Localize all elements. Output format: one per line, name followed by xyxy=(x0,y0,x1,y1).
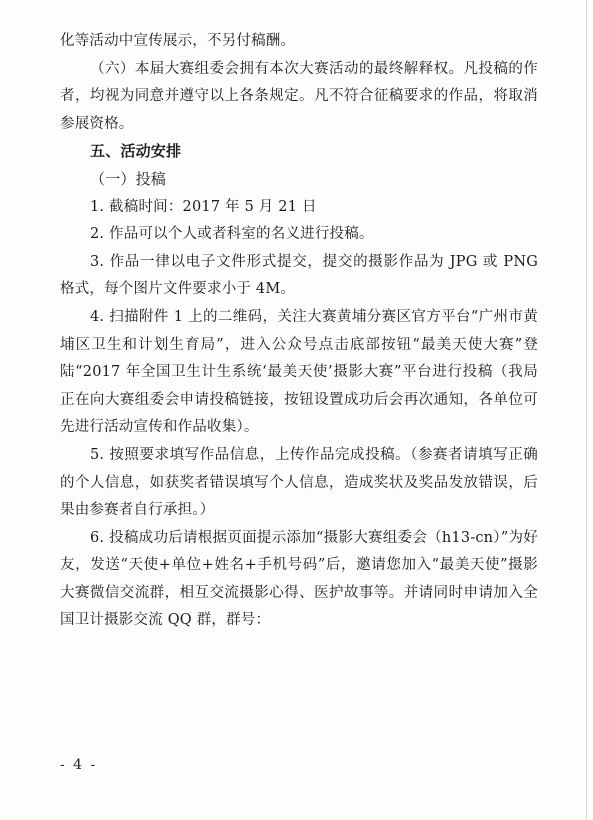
document-body xyxy=(60,28,538,635)
paragraph-continuation: 化等活动中宣传展示，不另付稿酬。 xyxy=(60,33,296,49)
paragraph-clause-six: （六）本届大赛组委会拥有本次大赛活动的最终解释权。凡投稿的作者，均视为同意并遵守以上各条规定。凡不符合征稿要求的作品，将取消参展资格。 xyxy=(60,60,538,132)
subsection-heading: （一）投稿 xyxy=(90,169,167,188)
item-submitter: 2. 作品可以个人或者科室的名义进行投稿。 xyxy=(90,226,374,243)
item-file-format: 3. 作品一律以电子文件形式提交，提交的摄影作品为 JPG 或 PNG 格式，每个图片文件要求小于 4M。 xyxy=(60,253,538,298)
item-fill-info: 5. 按照要求填写作品信息，上传作品完成投稿。（参赛者请填写正确的个人信息，如获奖者错误填写个人信息，造成奖状及奖品发放错误，后果由参赛者自行承担。） xyxy=(60,446,538,519)
item-qr-submission: 4. 扫描附件 1 上的二维码，关注大赛黄埔分赛区官方平台“广州市黄埔区卫生和计划生育局”，进入公众号点击底部按钮“最美天使大赛”登陆“2017 年全国卫生计生系统‘最美天使’摄影大赛”平台进行投稿（我局正在向大赛组委会申请投稿链接，按钮设置成功后会再次通知，各单位可先进行活动宣传和作品收集）。 xyxy=(60,308,538,436)
page-number: - 4 - xyxy=(60,757,98,773)
scan-edge-divider xyxy=(586,0,587,820)
item-deadline: 1. 截稿时间：2017 年 5 月 21 日 xyxy=(90,198,317,215)
section-heading: 五、活动安排 xyxy=(90,142,182,161)
item-add-friend: 6. 投稿成功后请根据页面提示添加“摄影大赛组委会（h13-cn）”为好友，发送“天使+单位+姓名+手机号码”后，邀请您加入“最美天使”摄影大赛微信交流群，相互交流摄影心得、医护故事等。并请同时申请加入全国卫计摄影交流 QQ 群，群号： xyxy=(60,529,538,629)
